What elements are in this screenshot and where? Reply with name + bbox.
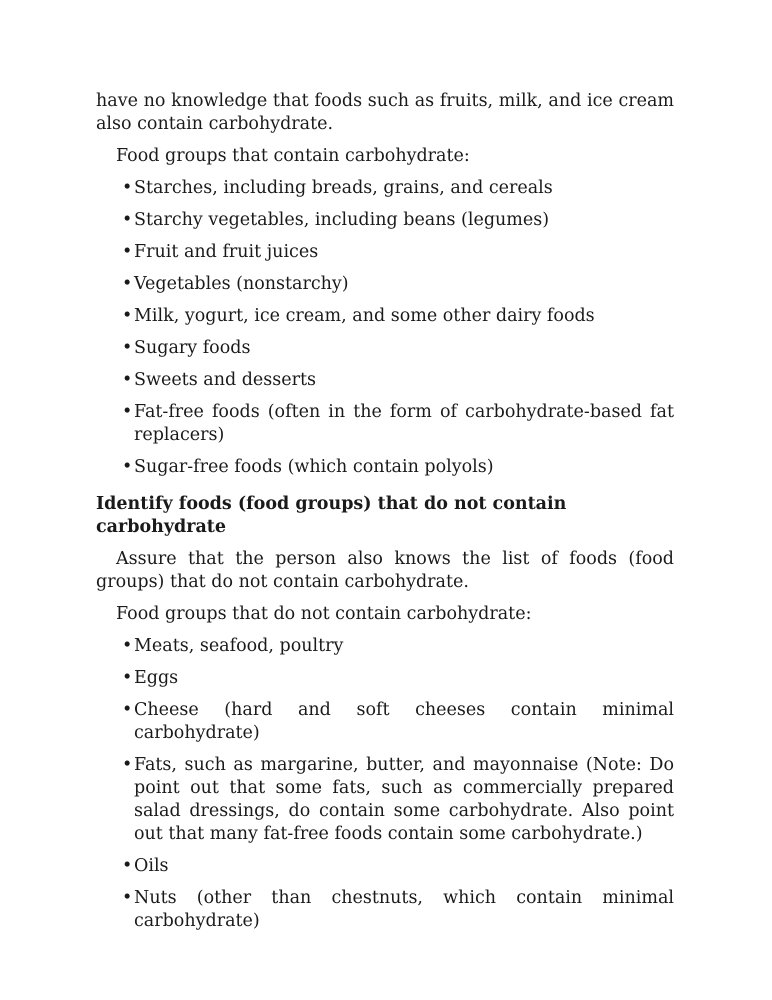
list-item (96, 273, 674, 296)
bullet-glyph: • (122, 338, 133, 358)
list-item-text: Milk, yogurt, ice cream, and some other dairy foods (134, 306, 595, 326)
list-item (96, 305, 674, 328)
list-item (96, 699, 674, 745)
list-item (96, 887, 674, 933)
document-page (96, 90, 674, 942)
bullet-glyph: • (122, 888, 133, 908)
bullet-glyph: • (122, 370, 133, 390)
list-item (96, 667, 674, 690)
list-item (96, 241, 674, 264)
list-item (96, 635, 674, 658)
list-item (96, 855, 674, 878)
bullet-glyph: • (122, 242, 133, 262)
list-item (96, 177, 674, 200)
list-item (96, 401, 674, 447)
list-item-text: Meats, seafood, poultry (134, 636, 344, 656)
non-carb-list-lead: Food groups that do not contain carbohydrate: (116, 604, 532, 624)
carb-food-list (96, 177, 674, 479)
bullet-glyph: • (122, 402, 133, 422)
list-item-text: Cheese (hard and soft cheeses contain minimal carbohydrate) (134, 700, 674, 743)
list-item (96, 337, 674, 360)
carb-list-lead: Food groups that contain carbohydrate: (116, 146, 470, 166)
bullet-glyph: • (122, 306, 133, 326)
list-item (96, 209, 674, 232)
list-item (96, 369, 674, 392)
list-item-text: Nuts (other than chestnuts, which contain minimal carbohydrate) (134, 888, 674, 931)
list-item (96, 456, 674, 479)
list-item-text: Oils (134, 856, 169, 876)
bullet-glyph: • (122, 636, 133, 656)
list-item-text: Vegetables (nonstarchy) (134, 274, 349, 294)
intro-paragraph: have no knowledge that foods such as fruits, milk, and ice cream also contain carbohydrate. (96, 91, 674, 134)
bullet-glyph: • (122, 668, 133, 688)
bullet-glyph: • (122, 178, 133, 198)
section-paragraph: Assure that the person also knows the list of foods (food groups) that do not contain carbohydrate. (96, 549, 674, 592)
list-item-text: Eggs (134, 668, 179, 688)
list-item-text: Starches, including breads, grains, and cereals (134, 178, 553, 198)
list-item-text: Sugary foods (134, 338, 251, 358)
list-item-text: Fat-free foods (often in the form of carbohydrate-based fat replacers) (134, 402, 674, 445)
non-carb-food-list (96, 635, 674, 933)
section-heading: Identify foods (food groups) that do not contain carbohydrate (96, 494, 567, 537)
bullet-glyph: • (122, 274, 133, 294)
bullet-glyph: • (122, 210, 133, 230)
list-item-text: Fats, such as margarine, butter, and mayonnaise (Note: Do point out that some fats, such as commercially prepared salad dressings, do contain some carbohydrate. Also point out that many fat-free foods contain some carbohydrate.) (134, 755, 674, 844)
bullet-glyph: • (122, 755, 133, 775)
list-item-text: Starchy vegetables, including beans (legumes) (134, 210, 550, 230)
bullet-glyph: • (122, 856, 133, 876)
list-item (96, 754, 674, 846)
bullet-glyph: • (122, 457, 133, 477)
bullet-glyph: • (122, 700, 133, 720)
list-item-text: Fruit and fruit juices (134, 242, 319, 262)
list-item-text: Sweets and desserts (134, 370, 316, 390)
list-item-text: Sugar-free foods (which contain polyols) (134, 457, 494, 477)
